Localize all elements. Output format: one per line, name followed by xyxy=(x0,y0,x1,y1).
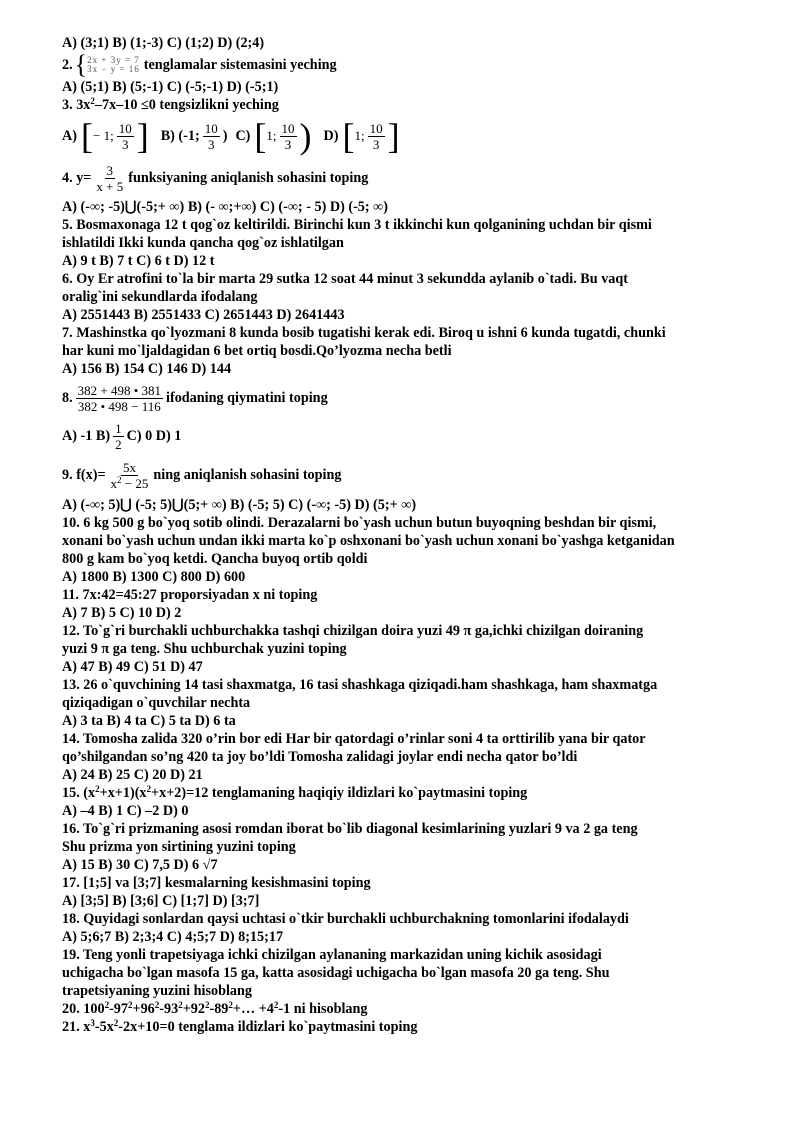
q11-answers: A) 7 B) 5 C) 10 D) 2 xyxy=(62,605,182,621)
q19-line-2: uchigacha bo`lgan masofa 15 ga, katta asosidagi uchigacha bo`lgan masofa 20 ga teng. Shu xyxy=(62,965,610,981)
q10-answers: A) 1800 B) 1300 C) 800 D) 600 xyxy=(62,569,246,585)
q7-line-1: 7. Mashinstka qo`lyozmani 8 kunda bosib tugatishi kerak edi. Biroq u ishni 6 kunda tugatdi, chunki xyxy=(62,325,666,341)
q9-question: 9. f(x)= $\frac{5x}{x^2 - 25}$ ning aniqlanish sohasini toping xyxy=(62,459,342,491)
q3-option-c: [ 1; $\frac{10}{3}$ ) xyxy=(254,116,312,156)
q5-line-1: 5. Bosmaxonaga 12 t qog`oz keltirildi. Birinchi kun 3 t ikkinchi kun qolganining uchdan bir qismi xyxy=(62,217,652,233)
q8-fraction: $\frac{382 + 498 • 381}{382 • 498 - 116}$ xyxy=(77,382,162,414)
q3-option-a-label: A) xyxy=(62,128,77,144)
q8-text: ifodaning qiymatini toping xyxy=(166,390,328,406)
q15-answers: A) –4 B) 1 C) –2 D) 0 xyxy=(62,803,189,819)
q8-answers: A) -1 B) $\frac{1}{2}$ C) 0 D) 1 xyxy=(62,420,182,452)
q2-question xyxy=(62,52,760,78)
q10-line-3: 800 g kam bo`yoq ketdi. Qancha buyoq ortib qoldi xyxy=(62,551,368,567)
q12-line-2: yuzi 9 π ga teng. Shu uchburchak yuzini toping xyxy=(62,641,347,657)
q6-line-2: oralig`ini sekundlarda ifodalang xyxy=(62,289,258,305)
q7-answers: A) 156 B) 154 C) 146 D) 144 xyxy=(62,361,232,377)
q4-answers: A) (-∞; -5)⋃(-5;+ ∞) B) (- ∞;+∞) C) (-∞; - 5) D) (-5; ∞) xyxy=(62,199,389,215)
q16-line-2: Shu prizma yon sirtining yuzini toping xyxy=(62,839,296,855)
q19-line-3: trapetsiyaning yuzini hisoblang xyxy=(62,983,253,999)
q4-fraction: $\frac{3}{x + 5}$ xyxy=(96,162,124,194)
q2-curly-brace: { xyxy=(74,50,88,79)
q14-line-1: 14. Tomosha zalida 320 o’rin bor edi Har bir qatordagi o’rinlar soni 4 ta orttirilib yana bir qator xyxy=(62,731,646,747)
q13-answers: A) 3 ta B) 4 ta C) 5 ta D) 6 ta xyxy=(62,713,236,729)
q2-number: 2. xyxy=(62,57,73,73)
q3-option-a: [ − 1; $\frac{10}{3}$ ] xyxy=(80,116,149,156)
q8-option-b-fraction: $\frac{1}{2}$ xyxy=(115,420,122,452)
q2-equation-1: 2x + 3y = 7 xyxy=(87,55,140,65)
q9-text: ning aniqlanish sohasini toping xyxy=(153,467,342,483)
q1-answers: A) (3;1) B) (1;-3) C) (1;2) D) (2;4) xyxy=(62,35,265,51)
q2-equation-2: 3x − y = 16 xyxy=(87,64,140,74)
q16-line-1: 16. To`g`ri prizmaning asosi romdan iborat bo`lib diagonal kesimlarining yuzlari 9 va 2 ga teng xyxy=(62,821,638,837)
q16-answers: A) 15 B) 30 C) 7,5 D) 6 √7 xyxy=(62,857,218,873)
q17-answers: A) [3;5] B) [3;6] C) [1;7] D) [3;7] xyxy=(62,893,260,909)
q11-line-1: 11. 7x:42=45:27 proporsiyadan x ni toping xyxy=(62,587,318,603)
q12-line-1: 12. To`g`ri burchakli uchburchakka tashqi chizilgan doira yuzi 49 π ga,ichki chizilgan doiraning xyxy=(62,623,644,639)
q18-line-1: 18. Quyidagi sonlardan qaysi uchtasi o`tkir burchakli uchburchakning tomonlarini ifodalaydi xyxy=(62,911,629,927)
q8-question: 8. $\frac{382 + 498 • 381}{382 • 498 - 116}$ ifodaning qiymatini toping xyxy=(62,382,328,414)
q18-answers: A) 5;6;7 B) 2;3;4 C) 4;5;7 D) 8;15;17 xyxy=(62,929,284,945)
q9-fraction: $\frac{5x}{x^2 - 25}$ xyxy=(110,459,149,491)
q4-question: 4. y= $\frac{3}{x + 5}$ funksiyaning aniqlanish sohasini toping xyxy=(62,162,369,194)
q9-answers: A) (-∞; 5)⋃ (-5; 5)⋃(5;+ ∞) B) (-5; 5) C) (-∞; -5) D) (5;+ ∞) xyxy=(62,497,417,513)
q2-text: tenglamalar sistemasini yeching xyxy=(143,57,337,73)
q3-option-d: [ 1; $\frac{10}{3}$ ] xyxy=(342,116,400,156)
q3-question: 3. $3x^2-7x-10 \le 0$ tengsizlikni yeching xyxy=(62,96,279,113)
q6-line-1: 6. Oy Er atrofini to`la bir marta 29 sutka 12 soat 44 minut 3 sekundda aylanib o`tadi. Bu vaqt xyxy=(62,271,629,287)
q2-answers: A) (5;1) B) (5;-1) C) (-5;-1) D) (-5;1) xyxy=(62,79,279,95)
q10-line-1: 10. 6 kg 500 g bo`yoq sotib olindi. Derazalarni bo`yash uchun butun buyoqning beshdan bir qismi, xyxy=(62,515,657,531)
q3-answers: A) [ − 1; $\frac{10}{3}$ ] B) (-1; $\frac{10}{3}$ ) C) [ 1; $\frac{10}{3}$ ) D) [ 1; $\frac{10}{3}$ ] xyxy=(62,116,400,156)
q5-answers: A) 9 t B) 7 t C) 6 t D) 12 t xyxy=(62,253,215,269)
q17-line-1: 17. [1;5] va [3;7] kesmalarning kesishmasini toping xyxy=(62,875,371,891)
q12-answers: A) 47 B) 49 C) 51 D) 47 xyxy=(62,659,203,675)
q3-option-b-fraction: $\frac{10}{3}$ xyxy=(204,120,218,152)
q13-line-1: 13. 26 o`quvchining 14 tasi shaxmatga, 16 tasi shashkaga qiziqadi.ham shashkaga, ham shaxmatga xyxy=(62,677,658,693)
q5-line-2: ishlatildi Ikki kunda qancha qog`oz ishlatilgan xyxy=(62,235,344,251)
q10-line-2: xonani bo`yash uchun undan ikki marta ko`p oshxonani bo`yash uchun xonani bo`yashga ketganidan xyxy=(62,533,675,549)
q7-line-2: har kuni mo`ljaldagidan 6 bet ortiq bosdi.Qo’lyozma necha betli xyxy=(62,343,452,359)
q3-option-b-label: B) (-1; xyxy=(160,128,200,144)
q20-question: 20. $100^2-97^2+96^2-93^2+92^2-89^2+\dots +4^2-1$ ni hisoblang xyxy=(62,1000,368,1017)
q3-option-c-label: C) xyxy=(235,128,251,144)
q19-line-1: 19. Teng yonli trapetsiyaga ichki chizilgan aylananing markazidan uning kichik asosidagi xyxy=(62,947,602,963)
q6-answers: A) 2551443 B) 2551433 C) 2651443 D) 2641443 xyxy=(62,307,345,323)
q3-option-d-label: D) xyxy=(323,128,339,144)
q21-question: 21. $x^3-5x^2-2x+10=0$ tenglama ildizlari ko`paytmasini toping xyxy=(62,1018,418,1035)
q4-text: funksiyaning aniqlanish sohasini toping xyxy=(128,170,369,186)
q14-line-2: qo’shilgandan so’ng 420 ta joy bo’ldi Tomosha zalidagi joylar endi necha qator bo’ldi xyxy=(62,749,578,765)
q13-line-2: qiziqadigan o`quvchilar nechta xyxy=(62,695,251,711)
q15-question: 15. $(x^2+x+1)(x^2+x+2)=12$ tenglamaning haqiqiy ildizlari ko`paytmasini toping xyxy=(62,784,528,801)
q14-answers: A) 24 B) 25 C) 20 D) 21 xyxy=(62,767,203,783)
q2-equation-system xyxy=(75,52,140,78)
